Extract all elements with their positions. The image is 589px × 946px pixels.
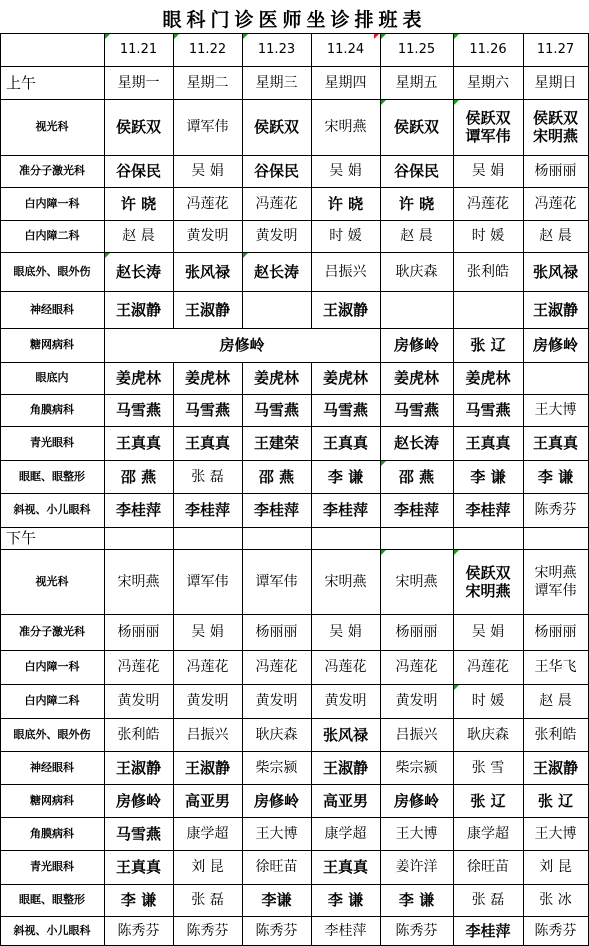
schedule-cell: 王大博 (534, 402, 577, 418)
schedule-cell: 李 谦 (120, 891, 157, 909)
schedule-cell: 房修岭 (393, 336, 439, 354)
schedule-cell: 杨丽丽 (117, 624, 160, 640)
schedule-cell: 房修岭 (393, 791, 439, 810)
department-label: 角膜病科 (30, 403, 74, 416)
schedule-cell: 陈秀芬 (395, 922, 438, 939)
schedule-cell: 张利皓 (117, 726, 160, 743)
schedule-cell: 李桂萍 (465, 501, 511, 519)
grid-line (242, 362, 243, 945)
schedule-cell: 王真真 (184, 434, 230, 452)
schedule-cell: 马雪燕 (253, 401, 299, 419)
department-label: 准分子激光科 (19, 625, 85, 638)
schedule-cell: 张利皓 (467, 263, 509, 280)
schedule-cell: 吴 娟 (471, 624, 505, 640)
grid-line (173, 362, 174, 945)
grid-line (0, 784, 589, 785)
schedule-cell: 王大博 (534, 825, 577, 842)
schedule-cell: 侯跃双 (393, 118, 439, 136)
schedule-cell: 赵 晨 (122, 228, 155, 244)
schedule-cell: 高亚男 (184, 791, 230, 810)
date-header: 11.22 (188, 41, 227, 57)
page-title: 眼科门诊医师坐诊排班表 (162, 9, 427, 31)
schedule-cell: 宋明燕 (324, 119, 367, 135)
weekday-header: 星期日 (534, 74, 577, 91)
schedule-cell: 张利皓 (534, 726, 577, 743)
grid-line (0, 394, 589, 395)
comment-marker (374, 34, 379, 39)
schedule-cell: 杨丽丽 (255, 624, 298, 640)
schedule-cell: 冯莲花 (395, 659, 438, 675)
comment-marker (381, 100, 386, 105)
grid-line (0, 460, 589, 461)
department-label: 青光眼科 (30, 436, 74, 449)
schedule-cell: 谭军伟 (186, 119, 229, 135)
schedule-cell: 宋明燕 (324, 573, 367, 590)
comment-marker (381, 461, 386, 466)
grid-line (0, 493, 589, 494)
schedule-cell: 许 晓 (327, 194, 364, 213)
grid-line (242, 33, 243, 328)
grid-line (0, 328, 589, 329)
grid-line (0, 614, 589, 615)
schedule-cell: 刘 昆 (191, 859, 224, 875)
schedule-cell: 侯跃双 宋明燕 (532, 109, 578, 145)
schedule-cell: 康学超 (186, 825, 229, 842)
grid-line (0, 252, 589, 253)
schedule-cell: 侯跃双 宋明燕 (465, 563, 511, 600)
schedule-cell: 吕振兴 (395, 726, 438, 743)
schedule-cell: 张 辽 (470, 791, 506, 810)
schedule-cell: 王淑静 (115, 758, 161, 777)
schedule-cell: 马雪燕 (322, 401, 368, 419)
schedule-cell: 马雪燕 (115, 401, 161, 419)
schedule-cell: 吕振兴 (324, 263, 367, 280)
comment-marker (454, 100, 459, 105)
schedule-cell: 张 磊 (191, 468, 224, 485)
schedule-cell: 邵 燕 (120, 467, 157, 486)
schedule-cell: 赵 晨 (539, 228, 572, 244)
department-label: 角膜病科 (30, 826, 74, 840)
comment-marker (454, 550, 459, 555)
schedule-cell: 耿庆森 (395, 263, 438, 280)
schedule-cell: 侯跃双 (115, 118, 161, 136)
department-label: 眼底外、眼外伤 (13, 727, 91, 741)
schedule-cell: 时 媛 (329, 228, 362, 244)
schedule-cell: 耿庆森 (255, 726, 298, 743)
schedule-cell: 王淑静 (184, 758, 230, 777)
schedule-cell: 姜虎林 (393, 369, 439, 387)
grid-line (0, 850, 589, 851)
schedule-cell: 张 磊 (191, 892, 224, 908)
schedule-cell: 张 冰 (539, 892, 572, 908)
grid-line (0, 884, 589, 885)
schedule-cell: 房修岭 (115, 791, 161, 810)
date-header: 11.23 (257, 41, 296, 57)
schedule-cell: 时 媛 (471, 228, 505, 244)
schedule-cell: 李谦 (261, 891, 292, 909)
department-label: 斜视、小儿眼科 (13, 923, 91, 937)
schedule-cell: 侯跃双 (253, 118, 299, 136)
schedule-cell: 姜虎林 (253, 369, 299, 387)
schedule-cell: 姜许洋 (395, 859, 438, 875)
department-label: 准分子激光科 (19, 164, 85, 177)
schedule-cell: 冯莲花 (255, 195, 298, 212)
weekday-header: 星期三 (255, 74, 298, 91)
schedule-cell: 徐旺苗 (467, 859, 509, 875)
grid-line (0, 684, 589, 685)
department-label: 眼眶、眼整形 (19, 469, 85, 483)
date-header: 11.26 (469, 41, 507, 57)
schedule-cell: 谷保民 (393, 162, 439, 180)
schedule-cell: 赵长涛 (115, 262, 161, 281)
schedule-cell: 张 磊 (471, 892, 505, 908)
department-label: 眼底外、眼外伤 (13, 264, 91, 278)
schedule-cell: 陈秀芬 (255, 922, 298, 939)
schedule-cell: 李桂萍 (322, 501, 368, 519)
schedule-cell: 李桂萍 (253, 501, 299, 519)
schedule-cell: 陈秀芬 (534, 922, 577, 939)
comment-marker (381, 550, 386, 555)
schedule-cell: 王真真 (115, 858, 161, 876)
schedule-cell: 宋明燕 谭军伟 (534, 564, 577, 599)
schedule-cell: 杨丽丽 (534, 163, 577, 179)
comment-marker (105, 253, 110, 258)
schedule-cell: 黄发明 (186, 693, 229, 709)
schedule-cell: 马雪燕 (115, 824, 161, 843)
schedule-cell: 张风禄 (184, 262, 230, 281)
schedule-cell: 王淑静 (322, 758, 368, 777)
department-label: 糖网病科 (30, 338, 74, 351)
department-label: 眼底内 (35, 371, 69, 384)
schedule-cell: 张 辽 (537, 791, 574, 810)
weekday-header: 星期六 (467, 74, 509, 91)
schedule-cell: 冯莲花 (324, 659, 367, 675)
schedule-cell: 李桂萍 (184, 501, 230, 519)
schedule-cell: 王真真 (322, 858, 368, 876)
schedule-cell: 李桂萍 (115, 501, 161, 519)
department-label: 斜视、小儿眼科 (13, 503, 91, 516)
department-label: 神经眼科 (30, 760, 74, 774)
schedule-cell: 赵 晨 (539, 693, 572, 709)
schedule-cell: 耿庆森 (467, 726, 509, 743)
schedule-cell: 马雪燕 (184, 401, 230, 419)
grid-line (0, 187, 589, 188)
grid-line (0, 33, 1, 945)
am-section-label: 上午 (6, 73, 37, 92)
schedule-cell: 李 谦 (537, 467, 574, 486)
schedule-cell: 马雪燕 (465, 401, 511, 419)
comment-marker (243, 253, 248, 258)
grid-line (0, 99, 589, 100)
comment-marker (174, 34, 179, 39)
schedule-cell: 黄发明 (395, 693, 438, 709)
date-header: 11.24 (326, 41, 365, 57)
schedule-cell: 赵 晨 (400, 228, 433, 244)
department-label: 视光科 (35, 574, 69, 588)
schedule-cell: 李桂萍 (324, 922, 367, 939)
schedule-cell: 王华飞 (534, 659, 577, 675)
comment-marker (243, 34, 248, 39)
schedule-cell: 邵 燕 (398, 467, 435, 486)
schedule-cell: 谭军伟 (186, 573, 229, 590)
date-header: 11.21 (119, 41, 158, 57)
schedule-cell: 李 谦 (327, 891, 364, 909)
grid-line (0, 817, 589, 818)
weekday-header: 星期一 (117, 74, 160, 91)
schedule-cell: 姜虎林 (184, 369, 230, 387)
weekday-header: 星期四 (324, 74, 367, 91)
schedule-cell: 吴 娟 (329, 624, 362, 640)
grid-line (380, 33, 381, 945)
schedule-cell: 侯跃双 谭军伟 (465, 109, 511, 145)
schedule-cell: 王真真 (532, 434, 578, 452)
grid-line (0, 220, 589, 221)
schedule-cell: 王淑静 (532, 300, 578, 319)
grid-line (453, 33, 454, 945)
schedule-cell: 冯莲花 (467, 195, 509, 212)
grid-line (104, 33, 105, 945)
schedule-cell: 谷保民 (253, 162, 299, 180)
schedule-cell: 冯莲花 (117, 659, 160, 675)
schedule-cell: 谭军伟 (255, 573, 298, 590)
grid-line (311, 33, 312, 328)
schedule-cell: 冯莲花 (255, 659, 298, 675)
merged-schedule-cell: 房修岭 (219, 336, 265, 354)
grid-line (0, 426, 589, 427)
department-label: 青光眼科 (30, 860, 74, 873)
schedule-cell: 陈秀芬 (534, 502, 577, 518)
schedule-cell: 柴宗颍 (395, 759, 438, 776)
department-label: 视光科 (35, 120, 69, 133)
schedule-cell: 王大博 (255, 825, 298, 842)
grid-line (0, 527, 589, 528)
schedule-cell: 张风禄 (532, 262, 578, 281)
schedule-cell: 吴 娟 (471, 163, 505, 179)
schedule-cell: 吕振兴 (186, 726, 229, 743)
schedule-cell: 高亚男 (322, 791, 368, 810)
schedule-cell: 李 谦 (327, 467, 364, 486)
schedule-cell: 柴宗颍 (255, 759, 298, 776)
grid-line (0, 751, 589, 752)
grid-line (0, 916, 589, 917)
schedule-cell (242, 291, 311, 328)
schedule-cell: 张 辽 (470, 336, 506, 354)
schedule-cell: 杨丽丽 (395, 624, 438, 640)
weekday-header: 星期五 (395, 74, 438, 91)
comment-marker (454, 685, 459, 690)
schedule-cell: 李 谦 (398, 891, 435, 909)
schedule-cell: 李 谦 (470, 467, 506, 486)
comment-marker (381, 34, 386, 39)
schedule-cell: 马雪燕 (393, 401, 439, 419)
schedule-cell: 冯莲花 (467, 659, 509, 675)
schedule-cell: 许 晓 (398, 194, 435, 213)
schedule-cell: 赵长涛 (393, 434, 439, 452)
department-label: 白内障一科 (24, 196, 80, 210)
schedule-cell: 黄发明 (324, 693, 367, 709)
grid-line (0, 155, 589, 156)
schedule-cell: 宋明燕 (395, 573, 438, 590)
schedule-cell: 许 晓 (120, 194, 157, 213)
schedule-cell: 姜虎林 (322, 369, 368, 387)
schedule-cell: 康学超 (324, 825, 367, 842)
schedule-cell: 王淑静 (532, 758, 578, 777)
grid-line (0, 650, 589, 651)
schedule-cell: 张风禄 (322, 725, 368, 744)
schedule-cell: 李桂萍 (393, 501, 439, 519)
schedule-cell (523, 362, 588, 394)
schedule-cell: 姜虎林 (465, 369, 511, 387)
grid-line (311, 362, 312, 945)
grid-line (0, 362, 589, 363)
schedule-cell: 陈秀芬 (117, 922, 160, 939)
schedule-cell: 杨丽丽 (534, 624, 577, 640)
schedule-cell: 房修岭 (253, 791, 299, 810)
schedule-cell: 王建荣 (253, 434, 299, 452)
schedule-cell: 冯莲花 (534, 195, 577, 212)
schedule-cell: 邵 燕 (258, 467, 295, 486)
schedule-cell: 王大博 (395, 825, 438, 842)
schedule-cell: 陈秀芬 (186, 922, 229, 939)
schedule-cell: 王淑静 (322, 300, 368, 319)
schedule-cell: 徐旺苗 (255, 859, 298, 875)
comment-marker (105, 34, 110, 39)
schedule-table (0, 33, 589, 945)
department-label: 白内障二科 (24, 229, 80, 242)
schedule-cell: 吴 娟 (191, 163, 224, 179)
grid-line (0, 291, 589, 292)
schedule-cell: 王真真 (465, 434, 511, 452)
department-label: 眼眶、眼整形 (19, 893, 85, 906)
schedule-cell: 刘 昆 (539, 859, 572, 875)
comment-marker (454, 34, 459, 39)
schedule-cell: 张 雪 (471, 759, 505, 776)
schedule-cell: 王淑静 (115, 300, 161, 319)
grid-line (0, 549, 589, 550)
schedule-cell: 黄发明 (117, 693, 160, 709)
weekday-header: 星期二 (186, 74, 229, 91)
grid-line (0, 66, 589, 67)
schedule-cell (453, 291, 523, 328)
schedule-cell: 吴 娟 (191, 624, 224, 640)
schedule-cell: 吴 娟 (329, 163, 362, 179)
schedule-cell: 赵长涛 (253, 262, 299, 281)
schedule-cell: 冯莲花 (186, 659, 229, 675)
schedule-cell: 王淑静 (184, 300, 230, 319)
department-label: 糖网病科 (30, 793, 74, 807)
schedule-cell: 宋明燕 (117, 573, 160, 590)
schedule-cell: 康学超 (467, 825, 509, 842)
schedule-cell: 房修岭 (532, 336, 578, 354)
date-header: 11.27 (536, 41, 575, 57)
schedule-cell: 黄发明 (186, 228, 229, 244)
department-label: 神经眼科 (30, 302, 74, 316)
schedule-cell: 李桂萍 (465, 921, 511, 940)
date-header: 11.25 (397, 41, 436, 57)
pm-section-label: 下午 (6, 529, 37, 547)
schedule-cell: 黄发明 (255, 228, 298, 244)
grid-line (0, 718, 589, 719)
schedule-cell (380, 291, 453, 328)
schedule-cell: 冯莲花 (186, 195, 229, 212)
grid-line (523, 33, 524, 945)
schedule-cell: 谷保民 (115, 162, 161, 180)
department-label: 白内障二科 (24, 694, 80, 707)
department-label: 白内障一科 (24, 660, 80, 673)
grid-line (0, 33, 589, 34)
schedule-cell: 王真真 (322, 434, 368, 452)
schedule-cell: 黄发明 (255, 693, 298, 709)
schedule-cell: 姜虎林 (115, 369, 161, 387)
schedule-cell: 王真真 (115, 434, 161, 452)
schedule-cell: 时 媛 (471, 693, 505, 709)
grid-line (173, 33, 174, 328)
